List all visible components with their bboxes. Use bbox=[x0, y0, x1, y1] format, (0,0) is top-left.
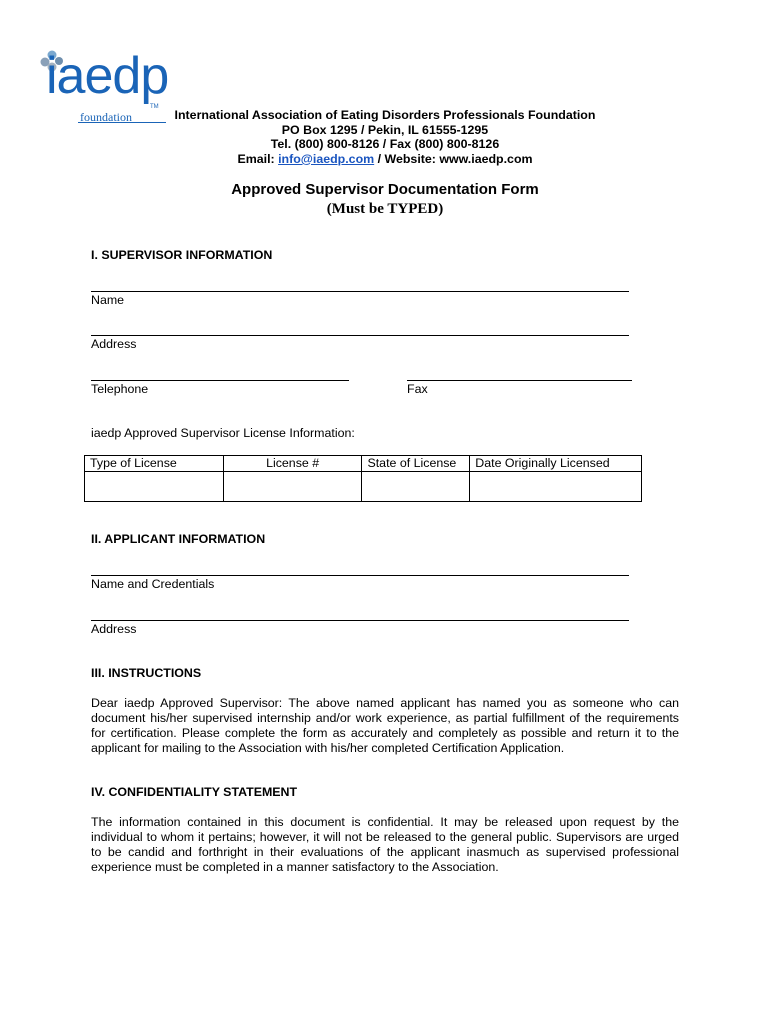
license-table bbox=[84, 455, 642, 502]
section-confidentiality-heading: IV. CONFIDENTIALITY STATEMENT bbox=[91, 785, 298, 799]
org-header bbox=[150, 108, 620, 166]
email-link[interactable]: info@iaedp.com bbox=[278, 151, 375, 166]
license-info-label: iaedp Approved Supervisor License Information: bbox=[91, 426, 355, 440]
org-name: International Association of Eating Disorders Professionals Foundation bbox=[174, 108, 596, 122]
applicant-address-field[interactable] bbox=[91, 620, 629, 621]
form-subtitle: (Must be TYPED) bbox=[326, 201, 444, 217]
license-state-cell[interactable] bbox=[362, 472, 470, 502]
section-instructions-heading: III. INSTRUCTIONS bbox=[91, 666, 202, 680]
org-phone: Tel. (800) 800-8126 / Fax (800) 800-8126 bbox=[270, 137, 500, 152]
license-number-cell[interactable] bbox=[223, 472, 362, 502]
license-col-type: Type of License bbox=[85, 456, 224, 472]
org-contact bbox=[150, 152, 620, 167]
logo-wordmark: iaedp bbox=[46, 47, 169, 105]
logo-foundation: foundation bbox=[80, 110, 132, 124]
license-date-cell[interactable] bbox=[470, 472, 642, 502]
website-text: / Website: www.iaedp.com bbox=[374, 151, 533, 166]
license-table-row bbox=[85, 472, 642, 502]
license-col-date: Date Originally Licensed bbox=[470, 456, 642, 472]
supervisor-name-field[interactable] bbox=[91, 291, 629, 292]
supervisor-address-field[interactable] bbox=[91, 335, 629, 336]
supervisor-fax-label: Fax bbox=[407, 382, 428, 396]
section-supervisor-heading: I. SUPERVISOR INFORMATION bbox=[91, 248, 273, 262]
instructions-text: Dear iaedp Approved Supervisor: The above named applicant has named you as someone who can document his/her supervised internship and/or work experience, as partial fulfillment of the requirements for certification. Please complete the form as accurately and completely as possible and return it to the applicant for mailing to the Association with his/her completed Certification Application. bbox=[91, 696, 679, 755]
supervisor-telephone-label: Telephone bbox=[91, 382, 149, 396]
supervisor-address-label: Address bbox=[91, 337, 137, 351]
section-applicant-heading: II. APPLICANT INFORMATION bbox=[91, 532, 266, 546]
form-title: Approved Supervisor Documentation Form bbox=[231, 181, 539, 198]
email-prefix: Email: bbox=[237, 151, 279, 166]
logo-trademark: TM bbox=[150, 104, 159, 110]
applicant-address-label: Address bbox=[91, 622, 137, 636]
license-col-number: License # bbox=[223, 456, 362, 472]
supervisor-telephone-field[interactable] bbox=[91, 380, 349, 381]
org-address: PO Box 1295 / Pekin, IL 61555-1295 bbox=[281, 122, 489, 137]
license-table-header bbox=[85, 456, 642, 472]
supervisor-name-label: Name bbox=[91, 293, 125, 307]
confidentiality-text: The information contained in this document is confidential. It may be released upon request by the individual to whom it pertains; however, it will not be released to the general public. Supervisors are urged to be candid and forthright in their evaluations of the applicant inasmuch as supervised professional experience must be completed in a manner satisfactory to the Association. bbox=[91, 815, 679, 874]
applicant-name-field[interactable] bbox=[91, 575, 629, 576]
applicant-name-label: Name and Credentials bbox=[91, 577, 215, 591]
license-type-cell[interactable] bbox=[85, 472, 224, 502]
license-col-state: State of License bbox=[362, 456, 470, 472]
supervisor-fax-field[interactable] bbox=[407, 380, 632, 381]
